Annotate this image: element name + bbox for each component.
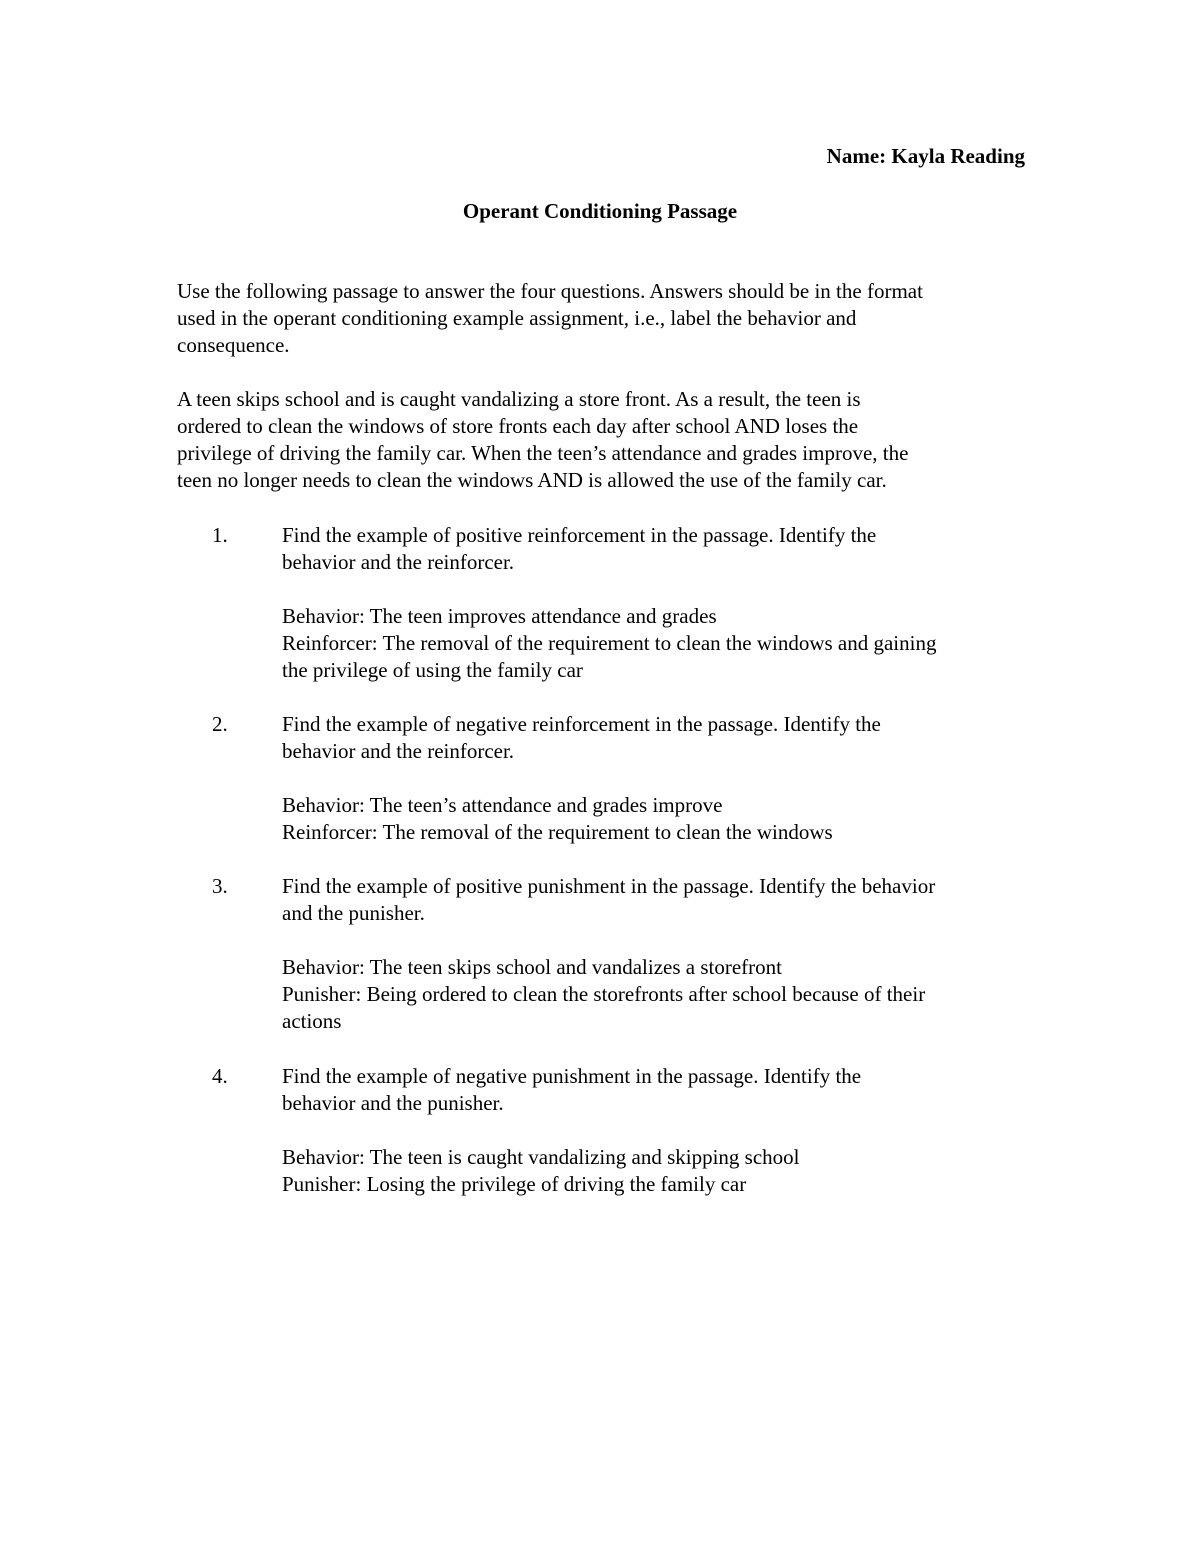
passage-line: teen no longer needs to clean the windows AND is allowed the use of the family car. xyxy=(177,468,887,492)
answer-block xyxy=(282,603,1042,684)
answer-block xyxy=(282,792,1042,846)
question-body xyxy=(282,873,1042,1035)
instructions-line: consequence. xyxy=(177,333,290,357)
question-body xyxy=(282,711,1042,846)
question-prompt-line: behavior and the reinforcer. xyxy=(282,739,515,763)
passage-line: A teen skips school and is caught vandalizing a store front. As a result, the teen is xyxy=(177,387,861,411)
question-prompt-line: and the punisher. xyxy=(282,901,425,925)
instructions-line: used in the operant conditioning example assignment, i.e., label the behavior and xyxy=(177,306,857,330)
answer-line: actions xyxy=(282,1009,342,1033)
passage-line: privilege of driving the family car. When the teen’s attendance and grades improve, the xyxy=(177,441,909,465)
question-number: 3. xyxy=(212,874,228,898)
question-body xyxy=(282,522,1042,684)
question-prompt-line: Find the example of positive reinforcement in the passage. Identify the xyxy=(282,523,877,547)
instructions-line: Use the following passage to answer the four questions. Answers should be in the format xyxy=(177,279,923,303)
question-prompt-line: Find the example of negative reinforcement in the passage. Identify the xyxy=(282,712,881,736)
answer-line: Punisher: Losing the privilege of driving the family car xyxy=(282,1172,747,1196)
passage-paragraph xyxy=(177,386,1037,494)
answer-line: Behavior: The teen skips school and vandalizes a storefront xyxy=(282,955,782,979)
answer-line: Behavior: The teen improves attendance and grades xyxy=(282,604,717,628)
student-name: Name: Kayla Reading xyxy=(826,144,1025,168)
question-body xyxy=(282,1063,1042,1198)
question-prompt-line: Find the example of negative punishment in the passage. Identify the xyxy=(282,1064,862,1088)
question-number: 2. xyxy=(212,712,228,736)
document-title: Operant Conditioning Passage xyxy=(462,199,738,223)
question-number: 4. xyxy=(212,1064,228,1088)
question-number: 1. xyxy=(212,523,228,547)
instructions-paragraph xyxy=(177,278,1037,359)
answer-line: Punisher: Being ordered to clean the storefronts after school because of their xyxy=(282,982,926,1006)
answer-line: the privilege of using the family car xyxy=(282,658,583,682)
answer-block xyxy=(282,954,1042,1035)
question-prompt-line: behavior and the reinforcer. xyxy=(282,550,515,574)
passage-line: ordered to clean the windows of store fronts each day after school AND loses the xyxy=(177,414,859,438)
answer-line: Reinforcer: The removal of the requirement to clean the windows and gaining xyxy=(282,631,937,655)
answer-line: Behavior: The teen is caught vandalizing and skipping school xyxy=(282,1145,800,1169)
answer-line: Reinforcer: The removal of the requirement to clean the windows xyxy=(282,820,833,844)
question-prompt-line: behavior and the punisher. xyxy=(282,1091,504,1115)
answer-block xyxy=(282,1144,1042,1198)
question-prompt-line: Find the example of positive punishment in the passage. Identify the behavior xyxy=(282,874,936,898)
answer-line: Behavior: The teen’s attendance and grades improve xyxy=(282,793,723,817)
